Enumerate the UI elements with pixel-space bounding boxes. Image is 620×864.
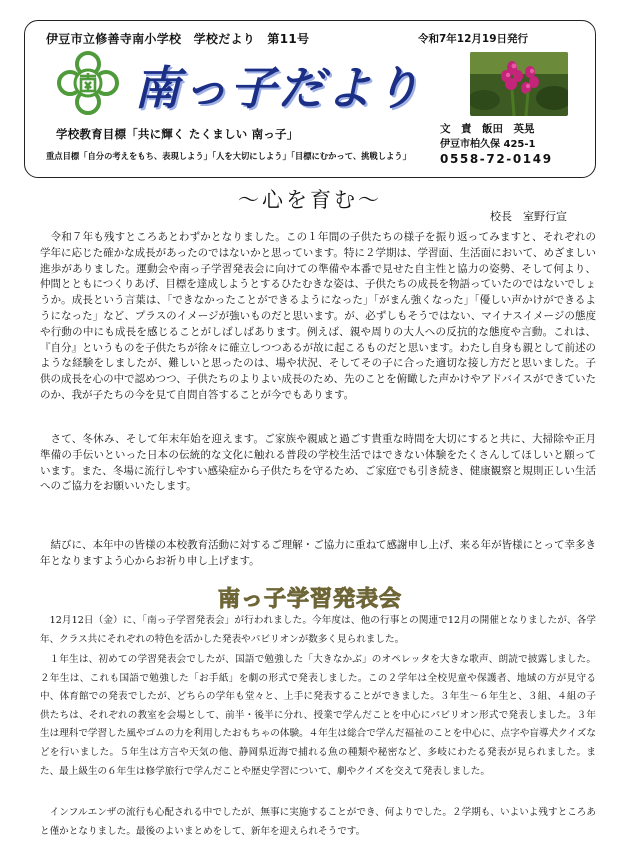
article-paragraph: 結びに、本年中の皆様の本校教育活動に対するご理解・ご協力に重ねて感謝申し上げ、来る年が皆様にとって幸多き年となりますよう心からお祈り申し上げます。 [40,539,596,567]
key-objectives: 重点目標「自分の考えをもち、表現しよう」「人を大切にしよう」「目標にむかって、挑戦しよう」 [46,151,411,161]
contact-info [440,122,553,167]
school-name: 伊豆市立修善寺南小学校 学校だより 第11号 [46,32,310,46]
article-author: 校長 室野行宣 [490,210,567,223]
issue-date: 令和7年12月19日発行 [418,33,529,45]
section-title: 南っ子学習発表会 [217,587,402,612]
school-goal: 学校教育目標「共に輝く たくましい 南っ子」 [56,127,299,141]
school-address: 伊豆市柏久保 425-1 [440,139,536,150]
section-paragraph: 12月12日（金）に、「南っ子学習発表会」が行われました。今年度は、他の行事との関連で12月の開催となりましたが、各学年、クラス共にそれぞれの特色を活かした発表やパビリオンが数多く見られました。 [40,615,596,645]
section-paragraph: １年生は、初めての学習発表会でしたが、国語で勉強した「大きなかぶ」のオペレッタを大きな歌声、朗読で披露しました。２年生は、これも国語で勉強した「お手紙」を劇の形式で発表しました。この２学年は全校児童や保護者、地域の方が見守る中、体育館での発表でしたが、どちらの学年も堂々と、上手に発表することができました。３年生～６年生と、３組、４組の子供たちは、それぞれの教室を会場として、前半・後半に分れ、授業で学んだことを中心にパビリオン形式で発表しました。３年生は理科で学習した風やゴムの力を利用したおもちゃの体験。４年生は総合で学んだ福祉のことを中心に、点字や盲導犬クイズなどを行いました。５年生は方言や天気の他、静岡県近海で捕れる魚の種類や秘密など、多岐にわたる発表が見られました。また、最上級生の６年生は修学旅行で学んだことや歴史学習について、劇やクイズを交えて発表しました。 [40,654,596,777]
school-emblem-icon [52,50,124,116]
article-title: 〜心を育む〜 [238,188,382,212]
section-paragraph: インフルエンザの流行も心配される中でしたが、無事に実施することができ、何よりでした。２学期も、いよいよ残すところあと僅かとなりました。最後のよいまとめをして、新年を迎えられそうです。 [40,807,596,837]
flower-photo [470,52,568,116]
school-phone: 0558-72-0149 [440,152,553,166]
article-paragraph: 令和７年も残すところあとわずかとなりました。この１年間の子供たちの様子を振り返ってみますと、それぞれの学年に応じた確かな成長があったのではないかと思っています。特に２学期は、学習面、生活面において、めざましい進歩がありました。運動会や南っ子学習発表会に向けての準備や本番で見せた自主性と協力の姿勢、そして何より、仲間とともにつくりあげ、目標を達成しようとするひたむきな姿は、子供たちの成長を物語っていたのではないでしょうか。成長という言葉は、「できなかったことができるようになった」「がまん強くなった」「優しい声かけができるようになった」など、プラスのイメージが強いものだと思います。が、必ずしもそうではない、マイナスイメージの態度や行動の中にも成長を感じることがしばしばあります。例えば、親や周りの大人への反抗的な態度や言動。これは、『自分』というものを子供たちが徐々に確立しつつあるが故に起こるものだと思います。わたし自身も親として前述のような経験をしましたが、難しいと思ったのは、場や状況、そしてその子に合った適切な接し方だと思いました。子供の成長を心の中で認めつつ、子供たちのよりよい成長のため、先のことを俯瞰した声かけやアドバイスができていたのか、我が子たちの今を見て自問自答することが今でもあります。 [40,231,596,401]
editor-name: 文 責 飯田 英晃 [440,123,535,135]
newsletter-masthead: 南っ子だより [134,61,422,115]
article-paragraph: さて、冬休み、そして年末年始を迎えます。ご家族や親戚と過ごす貴重な時間を大切にすると共に、大掃除や正月準備の手伝いといった日本の伝統的な文化に触れる普段の学校生活ではできない体験をたくさんしてほしいと願っています。また、冬場に流行しやすい感染症から子供たちを守るため、ご家庭でも引き続き、健康観察と規則正しい生活へのご協力をお願いいたします。 [40,433,596,493]
